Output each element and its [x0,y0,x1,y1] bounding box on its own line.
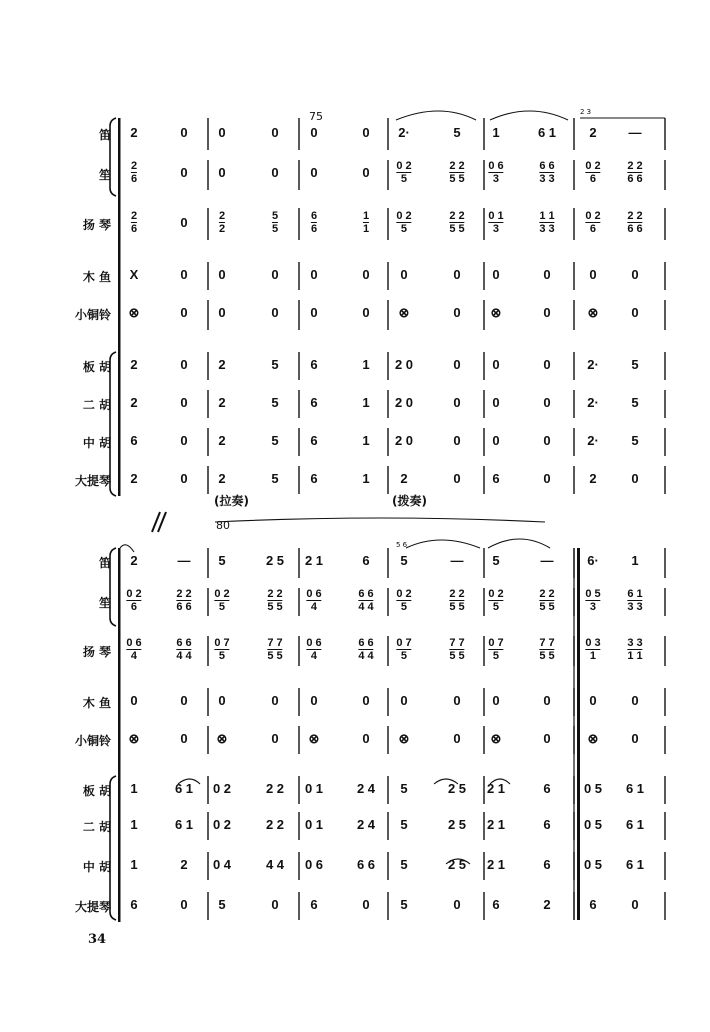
note-cell: 2 1 [486,781,506,796]
note-cell: 6 [310,471,318,486]
note-cell: 1 [362,433,370,448]
note-cell: ⊗ [490,305,502,320]
note-cell: 6 6 3 3 [539,160,555,185]
note-cell: 6· [587,553,599,568]
note-cell: 5 [400,553,408,568]
note-cell: X [129,267,139,282]
note-cell: 0 [310,693,318,708]
note-cell: 0 [543,693,551,708]
note-cell: 0 6 3 [488,160,504,185]
note-cell: 0 2 5 [396,160,412,185]
note-cell: 0 [271,125,279,140]
note-cell: 0 [180,357,188,372]
note-cell: 6 [130,433,138,448]
annotation-pizz: (拨奏) [392,494,427,508]
note-cell: 1 1 [362,210,370,235]
note-cell: 0 [180,433,188,448]
note-cell: 0 [543,305,551,320]
note-cell: 0 2 5 [488,588,504,613]
note-cell: 5 [453,125,461,140]
note-cell: 0 [453,731,461,746]
note-cell: 2 2 6 6 [627,210,643,235]
note-cell: 6 [589,897,597,912]
note-cell: 0 [631,305,639,320]
note-cell: 1 1 3 3 [539,210,555,235]
note-cell: 2 [180,857,188,872]
instrument-label: 笙 [98,168,111,182]
note-cell: 6 [492,471,500,486]
note-cell: 0 [218,267,226,282]
note-cell: 2 2 5 5 [539,588,555,613]
note-cell: 6 [310,357,318,372]
note-cell: 0 [631,471,639,486]
instrument-label: 木 鱼 [82,270,111,284]
note-cell: 7 7 5 5 [539,637,555,662]
note-cell: 0 [180,395,188,410]
note-cell: 0 [180,305,188,320]
note-cell: 1 [631,553,639,568]
note-cell: 2· [587,433,599,448]
note-cell: 0 [543,731,551,746]
note-cell: 0 [271,305,279,320]
instrument-label: 二 胡 [82,820,111,834]
note-cell: ⊗ [398,731,410,746]
note-cell: 2 0 [394,395,414,410]
note-cell: 0 [218,125,226,140]
note-cell: 0 1 3 [488,210,504,235]
note-cell: 0 [271,267,279,282]
note-cell: 3 3 1 1 [627,637,643,662]
note-cell: 0 [310,165,318,180]
slurs-system-2 [120,518,550,864]
note-cell: ⊗ [308,731,320,746]
note-cell: 0 7 5 [396,637,412,662]
note-cell: 0 [631,267,639,282]
note-cell: 7 7 5 5 [267,637,283,662]
note-cell: 0 2 6 [126,588,142,613]
note-cell: 6 1 [537,125,557,140]
note-cell: 0 [130,693,138,708]
note-cell: 6 [492,897,500,912]
note-cell: 0 [543,357,551,372]
note-cell: 1 [362,395,370,410]
note-cell: 0 [492,267,500,282]
note-cell: 0 [492,357,500,372]
note-cell: 0 2 5 [396,588,412,613]
note-cell: 2 5 [447,857,467,872]
note-cell: 6 [543,857,551,872]
instrument-label: 笙 [98,596,111,610]
grace-note-2: 5 6 [396,541,408,549]
measure-number-80: 80 [216,519,230,532]
note-cell: — [450,553,464,568]
note-cell: 6 6 [310,210,318,235]
note-cell: 0 [271,693,279,708]
note-cell: 2 1 [304,553,324,568]
note-cell: 2 2 5 5 [449,160,465,185]
note-cell: 6 1 [625,817,645,832]
note-cell: 2 [130,395,138,410]
instrument-label: 扬 琴 [82,645,111,659]
note-cell: 0 [362,165,370,180]
note-cell: 2 2 5 5 [449,588,465,613]
note-cell: 2 2 [265,817,285,832]
note-cell: 2 [589,471,597,486]
note-cell: 2· [587,357,599,372]
note-cell: 0 2 6 [585,160,601,185]
note-cell: 0 [453,471,461,486]
note-cell: 1 [130,857,138,872]
note-cell: 0 [218,165,226,180]
note-cell: 2 4 [356,817,376,832]
instrument-label: 小铜铃 [74,308,111,322]
page-number: 34 [88,932,107,947]
measure-number-75: 75 [309,110,323,123]
note-cell: ⊗ [587,731,599,746]
note-cell: 0 [543,433,551,448]
system-1-start-line [118,118,121,496]
note-cell: 5 [631,433,639,448]
note-cell: 0 [362,693,370,708]
note-cell: 6 [310,433,318,448]
note-cell: 0 [180,731,188,746]
note-cell: 0 2 [212,817,232,832]
note-cell: 2 2 6 6 [176,588,192,613]
instrument-label: 中 胡 [82,436,111,450]
note-cell: 0 6 4 [306,588,322,613]
note-cell: ⊗ [128,731,140,746]
slurs-system-1 [396,111,665,120]
instrument-label: 二 胡 [82,398,111,412]
note-cell: 0 [180,693,188,708]
note-cell: 0 [271,731,279,746]
note-cell: 6 [543,817,551,832]
note-cell: 6 [130,897,138,912]
brackets [110,118,116,920]
note-cell: 6 1 [174,781,194,796]
note-cell: 0 5 [583,857,603,872]
note-cell: 2 5 [447,781,467,796]
note-cell: 5 [492,553,500,568]
note-cell: 2 1 [486,857,506,872]
note-cell: 0 [180,471,188,486]
note-cell: 2 0 [394,357,414,372]
note-cell: 0 [589,267,597,282]
note-cell: 5 [218,553,226,568]
note-cell: 2 [218,357,226,372]
note-cell: 0 [271,165,279,180]
note-cell: 0 [492,395,500,410]
barlines-system-1 [208,118,665,494]
note-cell: 5 [400,857,408,872]
note-cell: 0 1 [304,817,324,832]
note-cell: ⊗ [398,305,410,320]
instrument-label: 板 胡 [82,360,111,374]
note-cell: 0 2 [212,781,232,796]
note-cell: 0 [180,215,188,230]
note-cell: 2 0 [394,433,414,448]
system-2-start-line [118,548,121,922]
note-cell: 2 [130,125,138,140]
instrument-label: 笛 [98,556,111,570]
note-cell: 0 [310,125,318,140]
note-cell: 6 1 [625,781,645,796]
note-cell: 2 [130,471,138,486]
note-cell: 2 [589,125,597,140]
note-cell: 0 [589,693,597,708]
note-cell: 2 [543,897,551,912]
note-cell: 0 [453,693,461,708]
note-cell: 6 1 [174,817,194,832]
note-cell: 0 [180,125,188,140]
instrument-label: 笛 [98,128,111,142]
note-cell: 2 6 [130,160,138,185]
note-cell: 1 [130,817,138,832]
note-cell: ⊗ [128,305,140,320]
note-cell: 5 [218,897,226,912]
note-cell: 0 [453,357,461,372]
note-cell: 5 [271,395,279,410]
instrument-label: 大提琴 [74,474,111,488]
note-cell: 6 [310,395,318,410]
instrument-label: 大提琴 [74,900,111,914]
note-cell: 0 [631,731,639,746]
note-cell: 0 [362,897,370,912]
note-cell: 0 [362,125,370,140]
note-cell: 0 [453,433,461,448]
note-cell: 0 [180,165,188,180]
note-cell: 4 4 [265,857,285,872]
note-cell: 2 [218,433,226,448]
note-cell: 5 [400,781,408,796]
note-cell: 2 [130,553,138,568]
note-cell: 6 6 4 4 [358,588,374,613]
note-cell: 0 [271,897,279,912]
note-cell: 5 [271,357,279,372]
note-cell: ⊗ [587,305,599,320]
note-cell: 0 [218,693,226,708]
note-cell: 0 [543,471,551,486]
note-cell: 0 4 [212,857,232,872]
note-cell: 0 2 6 [585,210,601,235]
note-cell: ⊗ [216,731,228,746]
note-cell: 0 1 [304,781,324,796]
note-cell: 6 [310,897,318,912]
note-cell: 0 [453,897,461,912]
instrument-label: 扬 琴 [82,218,111,232]
note-cell: 0 [180,267,188,282]
note-cell: 0 [631,693,639,708]
note-cell: 5 [271,471,279,486]
note-cell: 0 [218,305,226,320]
note-cell: 0 [492,433,500,448]
note-cell: 1 [362,471,370,486]
system-separator [152,512,166,532]
note-cell: 6 [362,553,370,568]
note-cell: 0 7 5 [488,637,504,662]
note-cell: 0 [310,305,318,320]
note-cell: 2 [218,471,226,486]
note-cell: 5 [271,433,279,448]
note-cell: — [177,553,191,568]
note-cell: 5 [631,357,639,372]
instrument-label: 小铜铃 [74,734,111,748]
note-cell: 0 [543,267,551,282]
note-cell: 2 2 [265,781,285,796]
note-cell: 2 2 5 5 [267,588,283,613]
repeat-sign [574,548,580,920]
note-cell: 6 6 [356,857,376,872]
note-cell: 0 5 [583,781,603,796]
note-cell: ⊗ [490,731,502,746]
note-cell: 2 2 5 5 [449,210,465,235]
note-cell: 6 1 3 3 [627,588,643,613]
note-cell: 0 [180,897,188,912]
note-cell: 0 [543,395,551,410]
note-cell: 1 [492,125,500,140]
note-cell: 0 [631,897,639,912]
note-cell: — [540,553,554,568]
note-cell: 0 6 4 [126,637,142,662]
note-cell: 2 6 [130,210,138,235]
note-cell: 2 [130,357,138,372]
note-cell: 2 4 [356,781,376,796]
note-cell: 5 5 [271,210,279,235]
note-cell: 1 [362,357,370,372]
note-cell: 1 [130,781,138,796]
note-cell: 5 [631,395,639,410]
note-cell: 0 5 [583,817,603,832]
note-cell: 0 [492,693,500,708]
grace-note-1: 2 3 [580,108,592,116]
note-cell: 2 [218,395,226,410]
note-cell: 0 6 [304,857,324,872]
note-cell: 0 [362,731,370,746]
note-cell: 6 6 4 4 [358,637,374,662]
instrument-label: 板 胡 [82,784,111,798]
note-cell: 0 2 5 [214,588,230,613]
note-cell: 7 7 5 5 [449,637,465,662]
note-cell: 0 [453,305,461,320]
note-cell: 2· [398,125,410,140]
note-cell: 5 [400,897,408,912]
note-cell: 0 2 5 [396,210,412,235]
note-cell: 0 [310,267,318,282]
note-cell: 0 6 4 [306,637,322,662]
note-cell: 0 [453,395,461,410]
note-cell: 2 5 [265,553,285,568]
annotation-arco: (拉奏) [214,494,249,508]
note-cell: — [628,125,642,140]
note-cell: 2 [400,471,408,486]
note-cell: 6 1 [625,857,645,872]
note-cell: 6 6 4 4 [176,637,192,662]
note-cell: 0 [400,267,408,282]
note-cell: 0 [400,693,408,708]
note-cell: 2 1 [486,817,506,832]
barlines-system-2 [208,548,665,920]
note-cell: 0 5 3 [585,588,601,613]
instrument-label: 中 胡 [82,860,111,874]
note-cell: 6 [543,781,551,796]
note-cell: 2 2 [218,210,226,235]
note-cell: 0 [362,267,370,282]
note-cell: 0 3 1 [585,637,601,662]
note-cell: 2 5 [447,817,467,832]
note-cell: 2· [587,395,599,410]
note-cell: 0 [362,305,370,320]
note-cell: 0 [453,267,461,282]
instrument-label: 木 鱼 [82,696,111,710]
note-cell: 2 2 6 6 [627,160,643,185]
note-cell: 5 [400,817,408,832]
note-cell: 0 7 5 [214,637,230,662]
